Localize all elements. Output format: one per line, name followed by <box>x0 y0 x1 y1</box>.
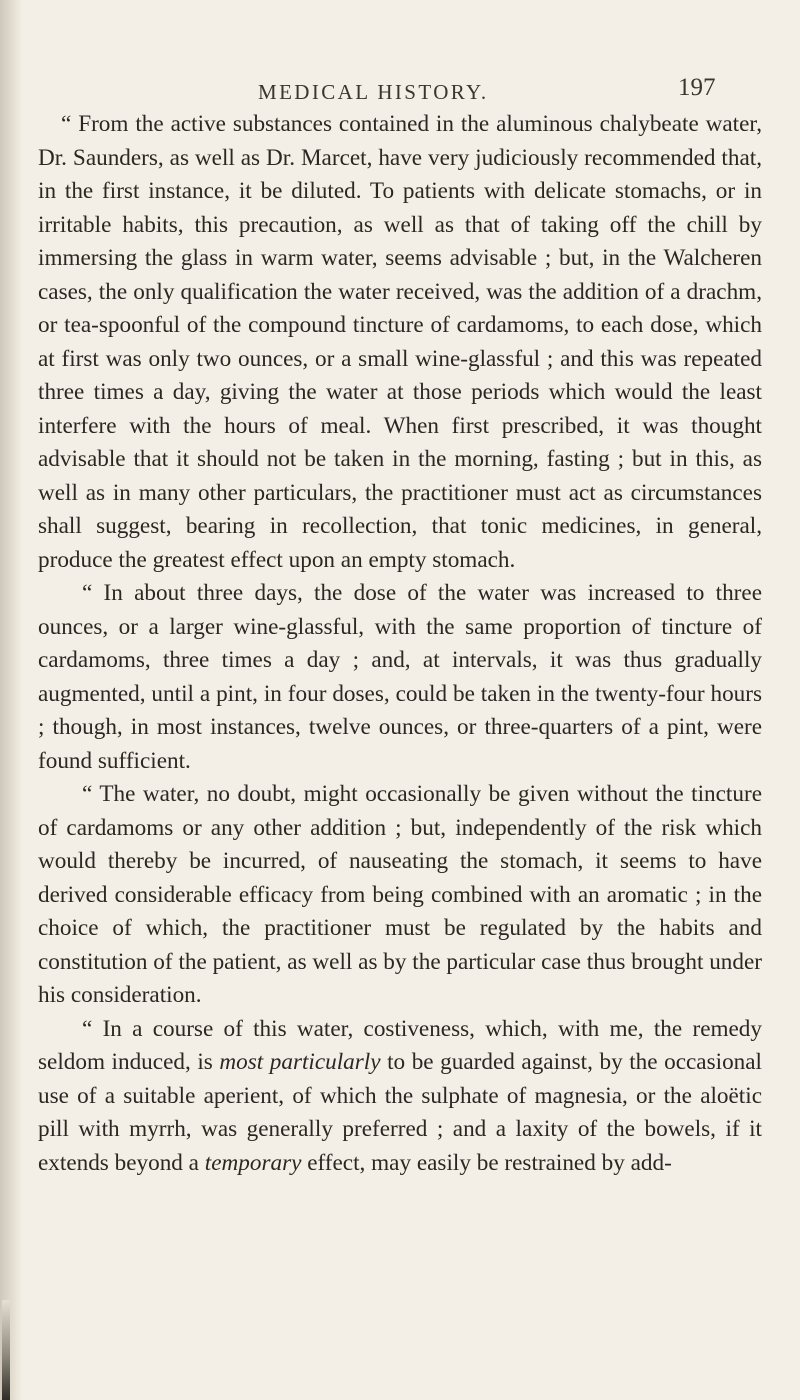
binding-shadow <box>0 0 22 1400</box>
body-text <box>38 108 762 1180</box>
running-title: MEDICAL HISTORY. <box>258 80 489 104</box>
emphasis-most-particularly: most particularly <box>219 1049 381 1075</box>
paragraph-3: “ The water, no doubt, might occasionally be given without the tincture of cardamoms or any other addition ; but, independently of the risk which would thereby be incurred, of nauseating the stomach, it seems to have derived considerable efficacy from being combined with an aromatic ; in the choice of which, the practitioner must be regulated by the habits and constitution of the patient, as well as by the particular case thus brought under his consideration. <box>38 781 762 1008</box>
paragraph-2: “ In about three days, the dose of the water was increased to three ounces, or a larger wine-glassful, with the same proportion of tincture of cardamoms, three times a day ; and, at intervals, it was thus gradually augmented, until a pint, in four doses, could be taken in the twenty-four hours ; though, in most instances, twelve ounces, or three-quarters of a pint, were found sufficient. <box>38 580 762 774</box>
paragraph-4-part-1: “ In a course of this water, costiveness, which, with me, the remedy seldom induced, is <box>38 1015 762 1075</box>
paragraph-4 <box>38 1013 762 1181</box>
binding-mark <box>2 1300 10 1400</box>
paragraph-1: “ From the active substances contained in the aluminous chalybeate water, Dr. Saunders, as well as Dr. Marcet, have very judiciously recommended that, in the first instance, it be diluted. To patients with delicate stomachs, or in irritable habits, this precaution, as well as that of taking off the chill by immersing the glass in warm water, seems advisable ; but, in the Walcheren cases, the only qualification the water received, was the addition of a drachm, or tea-spoonful of the compound tincture of cardamoms, to each dose, which at first was only two ounces, or a small wine-glassful ; and this was repeated three times a day, giving the water at those periods which would the least interfere with the hours of meal. When first prescribed, it was thought advisable that it should not be taken in the morning, fasting ; but in this, as well as in many other particulars, the practitioner must act as circumstances shall suggest, bearing in recollection, that tonic medicines, in general, produce the greatest effect upon an empty stomach. <box>38 111 762 573</box>
paragraph-4-part-3: effect, may easily be restrained by add- <box>301 1149 672 1176</box>
page-number: 197 <box>678 74 716 101</box>
paragraph-4-part-2: to be guarded against, by the occasional use of a suitable aperient, of which the sulphate of magnesia, or the aloëtic pill with myrrh, was generally preferred ; and a laxity of the bowels, if it extends beyond a <box>38 1049 762 1176</box>
emphasis-temporary: temporary <box>204 1149 302 1176</box>
